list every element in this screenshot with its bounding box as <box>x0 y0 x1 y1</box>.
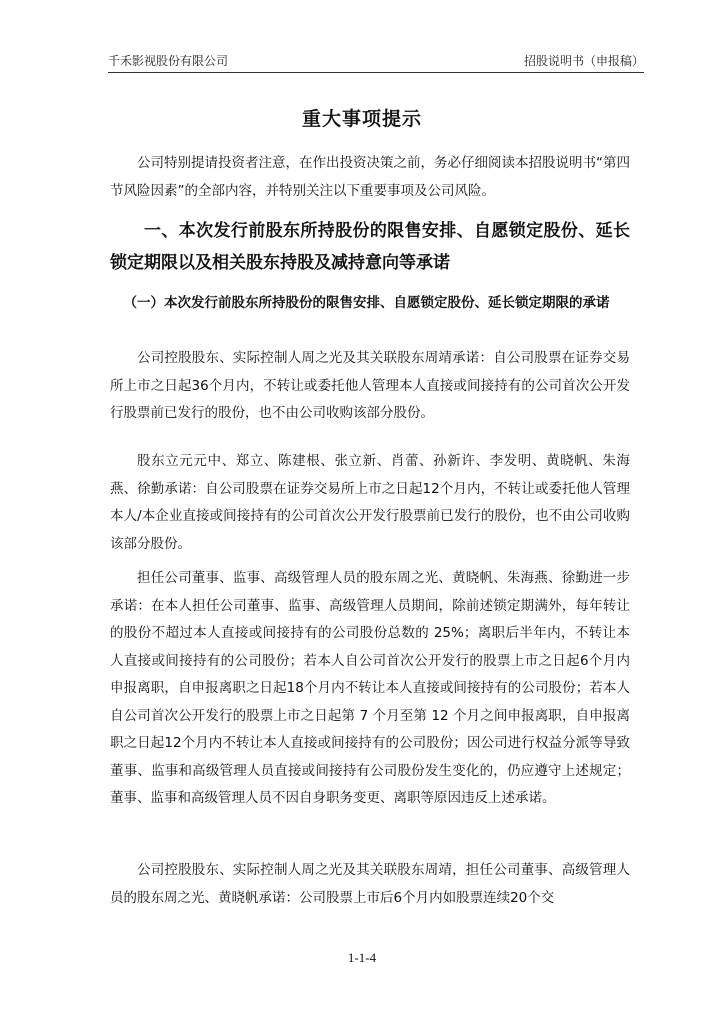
intro-paragraph: 公司特别提请投资者注意，在作出投资决策之前，务必仔细阅读本招股说明书“第四节风险因素”的全部内容，并特别关注以下重要事项及公司风险。 <box>110 155 630 199</box>
paragraph-4: 公司控股股东、实际控制人周之光及其关联股东周靖，担任公司董事、高级管理人员的股东周之光、黄晓帆承诺：公司股票上市后6个月内如股票连续20个交 <box>110 862 630 906</box>
header-document-type: 招股说明书（申报稿） <box>523 54 644 68</box>
subsection-heading-1: （一）本次发行前股东所持股份的限售安排、自愿锁定股份、延长锁定期限的承诺 <box>123 295 610 311</box>
page-number: 1-1-4 <box>347 950 377 965</box>
paragraph-1: 公司控股股东、实际控制人周之光及其关联股东周靖承诺：自公司股票在证券交易所上市之日起36个月内，不转让或委托他人管理本人直接或间接持有的公司首次公开发行股票前已发行的股份，也不由公司收购该部分股份。 <box>110 350 630 421</box>
header-company-name: 千禾影视股份有限公司 <box>108 54 229 68</box>
section-heading-1: 一、本次发行前股东所持股份的限售安排、自愿锁定股份、延长锁定期限以及相关股东持股及减持意向等承诺 <box>110 221 630 273</box>
paragraph-block-3 <box>110 565 630 813</box>
intro-paragraph-block <box>110 150 630 205</box>
paragraph-2: 股东立元元中、郑立、陈建根、张立新、肖蕾、孙新许、李发明、黄晓帆、朱海燕、徐勤承诺：自公司股票在证券交易所上市之日起12个月内，不转让或委托他人管理本人/本企业直接或间接持有的公司首次公开发行股票前已发行的股份，也不由公司收购该部分股份。 <box>110 453 630 552</box>
paragraph-block-1 <box>110 345 630 428</box>
page-title: 重大事项提示 <box>301 108 422 130</box>
paragraph-block-2 <box>110 448 630 558</box>
paragraph-3: 担任公司董事、监事、高级管理人员的股东周之光、黄晓帆、朱海燕、徐勤进一步承诺：在本人担任公司董事、监事、高级管理人员期间，除前述锁定期满外，每年转让的股份不超过本人直接或间接持有的公司股份总数的 25%；离职后半年内，不转让本人直接或间接持有的公司股份；若本人自公司首次公开发行的股票上市之日起6个月内申报离职，自申报离职之日起18个月内不转让本人直接或间接持有的公司股份；若本人自公司首次公开发行的股票上市之日起第 7 个月至第 12 个月之间申报离职，自申报离职之日起12个月内不转让本人直接或间接持有的公司股份；因公司进行权益分派等导致董事、监事和高级管理人员直接或间接持有公司股份发生变化的，仍应遵守上述规定；董事、监事和高级管理人员不因自身职务变更、离职等原因违反上述承诺。 <box>110 570 630 806</box>
page-header <box>108 50 644 73</box>
paragraph-block-4 <box>110 857 630 912</box>
